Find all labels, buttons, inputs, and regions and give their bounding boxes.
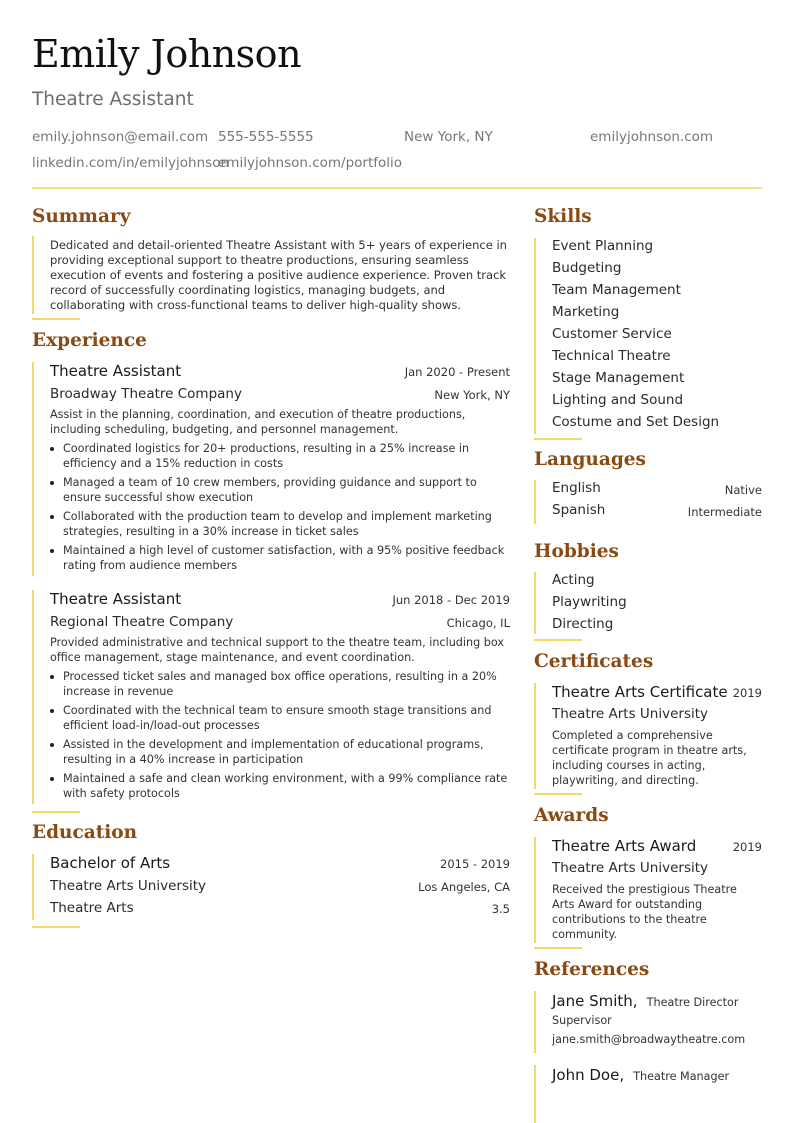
list-item: Coordinated with the technical team to ensure smooth stage transitions and efficient load-in/load-out processes — [50, 703, 510, 733]
contact-linkedin[interactable]: linkedin.com/in/emilyjohnson — [32, 155, 230, 171]
language-level: Intermediate — [687, 505, 762, 519]
list-item: Maintained a high level of customer satisfaction, with a 95% positive feedback rating from audience members — [50, 543, 510, 573]
skill-item: Lighting and Sound — [552, 392, 684, 408]
candidate-name: Emily Johnson — [32, 32, 302, 76]
job-2-title: Theatre Assistant — [50, 590, 182, 608]
language-name: Spanish — [552, 502, 606, 518]
bullet-icon — [50, 675, 54, 679]
reference-1-accent-bar — [534, 991, 536, 1053]
job-2-location: Chicago, IL — [446, 616, 510, 630]
bullet-icon — [50, 743, 54, 747]
bullet-icon — [50, 447, 54, 451]
reference-2-header — [552, 1065, 762, 1084]
hobbies-heading: Hobbies — [534, 541, 619, 562]
list-item: Maintained a safe and clean working environment, with a 99% compliance rate with safety protocols — [50, 771, 510, 801]
skill-item: Customer Service — [552, 326, 672, 342]
contact-website[interactable]: emilyjohnson.com — [590, 129, 714, 145]
skill-item: Costume and Set Design — [552, 414, 720, 430]
skill-item: Event Planning — [552, 238, 654, 254]
experience-heading: Experience — [32, 330, 147, 351]
summary-accent-bar — [32, 236, 34, 314]
list-item: Collaborated with the production team to develop and implement marketing strategies, resulting in a 30% increase in ticket sales — [50, 509, 510, 539]
education-dates: 2015 - 2019 — [440, 857, 510, 871]
summary-underline — [32, 318, 80, 320]
hobbies-underline — [534, 639, 582, 641]
contact-email[interactable]: emily.johnson@email.com — [32, 129, 209, 145]
bullet-icon — [50, 515, 54, 519]
certificate-year: 2019 — [732, 686, 762, 700]
list-item: Managed a team of 10 crew members, providing guidance and support to ensure successful show execution — [50, 475, 510, 505]
summary-text: Dedicated and detail-oriented Theatre Assistant with 5+ years of experience in providing exceptional support to theatre productions, ensuring seamless execution of events and fostering a positive audience experience. Proven track record of successfully coordinating logistics, managing budgets, and collaborating with cross-functional teams to deliver high-quality shows. — [50, 238, 507, 312]
contact-location: New York, NY — [404, 129, 493, 145]
education-gpa: 3.5 — [491, 902, 510, 916]
references-heading: References — [534, 959, 650, 980]
languages-accent-bar — [534, 480, 536, 524]
reference-name: John Doe, — [552, 1066, 625, 1084]
skill-item: Marketing — [552, 304, 620, 320]
education-location: Los Angeles, CA — [418, 880, 510, 894]
hobby-item: Directing — [552, 616, 614, 632]
job-2-description: Provided administrative and technical support to the theatre team, including box office management, stage maintenance, and event coordination. — [50, 636, 504, 664]
education-degree: Bachelor of Arts — [50, 854, 171, 872]
reference-name: Jane Smith, — [552, 992, 638, 1010]
hobby-item: Playwriting — [552, 594, 627, 610]
certificate-description: Completed a comprehensive certificate program in theatre arts, including courses in acting, playwriting, and directing. — [552, 729, 747, 787]
list-item: Processed ticket sales and managed box office operations, resulting in a 20% increase in revenue — [50, 669, 510, 699]
education-heading: Education — [32, 822, 138, 843]
job-1-dates: Jan 2020 - Present — [404, 365, 510, 379]
reference-2-accent-bar — [534, 1065, 536, 1123]
reference-1-header — [552, 991, 762, 1010]
language-level: Native — [724, 483, 762, 497]
job-1-title: Theatre Assistant — [50, 362, 182, 380]
skill-item: Stage Management — [552, 370, 685, 386]
skill-item: Budgeting — [552, 260, 622, 276]
bullet-icon — [50, 777, 54, 781]
hobby-item: Acting — [552, 572, 595, 588]
skill-item: Team Management — [552, 282, 681, 298]
reference-email[interactable]: jane.smith@broadwaytheatre.com — [552, 1033, 746, 1046]
award-title: Theatre Arts Award — [552, 837, 697, 855]
skills-accent-bar — [534, 238, 536, 434]
education-underline — [32, 926, 80, 928]
certificates-accent-bar — [534, 683, 536, 789]
reference-role: Theatre Manager — [633, 1070, 730, 1083]
list-item: Coordinated logistics for 20+ productions, resulting in a 25% increase in efficiency and a 15% reduction in costs — [50, 441, 510, 471]
skill-item: Technical Theatre — [552, 348, 671, 364]
certificate-title: Theatre Arts Certificate — [552, 683, 728, 701]
bullet-icon — [50, 481, 54, 485]
awards-underline — [534, 947, 582, 949]
reference-role-secondary: Supervisor — [552, 1014, 612, 1027]
job-1-company: Broadway Theatre Company — [50, 386, 242, 402]
skills-underline — [534, 438, 582, 440]
bullet-icon — [50, 549, 54, 553]
job-1-accent-bar — [32, 362, 34, 576]
job-1-location: New York, NY — [434, 388, 510, 402]
job-2-company: Regional Theatre Company — [50, 614, 234, 630]
job-1-bullets — [50, 441, 510, 577]
summary-heading: Summary — [32, 206, 131, 227]
award-issuer: Theatre Arts University — [552, 860, 709, 876]
list-item: Assisted in the development and implementation of educational programs, resulting in a 40% increase in participation — [50, 737, 510, 767]
education-field: Theatre Arts — [50, 900, 134, 916]
certificates-underline — [534, 793, 582, 795]
languages-heading: Languages — [534, 449, 646, 470]
candidate-title: Theatre Assistant — [32, 89, 194, 110]
bullet-icon — [50, 709, 54, 713]
skills-heading: Skills — [534, 206, 592, 227]
contact-phone[interactable]: 555-555-5555 — [218, 129, 314, 145]
language-name: English — [552, 480, 601, 496]
hobbies-accent-bar — [534, 572, 536, 634]
experience-underline — [32, 811, 80, 813]
education-school: Theatre Arts University — [50, 878, 207, 894]
job-2-accent-bar — [32, 590, 34, 804]
reference-role: Theatre Director — [646, 996, 739, 1009]
award-description: Received the prestigious Theatre Arts Award for outstanding contributions to the theatre community. — [552, 883, 737, 941]
job-1-description: Assist in the planning, coordination, and execution of theatre productions, including scheduling, budgeting, and personnel management. — [50, 408, 466, 436]
awards-heading: Awards — [534, 805, 609, 826]
contact-portfolio[interactable]: emilyjohnson.com/portfolio — [218, 155, 403, 171]
job-2-dates: Jun 2018 - Dec 2019 — [392, 593, 510, 607]
education-accent-bar — [32, 854, 34, 920]
job-2-bullets — [50, 669, 510, 805]
certificates-heading: Certificates — [534, 651, 654, 672]
award-year: 2019 — [732, 840, 762, 854]
header-divider — [32, 187, 762, 189]
certificate-issuer: Theatre Arts University — [552, 706, 709, 722]
awards-accent-bar — [534, 837, 536, 943]
